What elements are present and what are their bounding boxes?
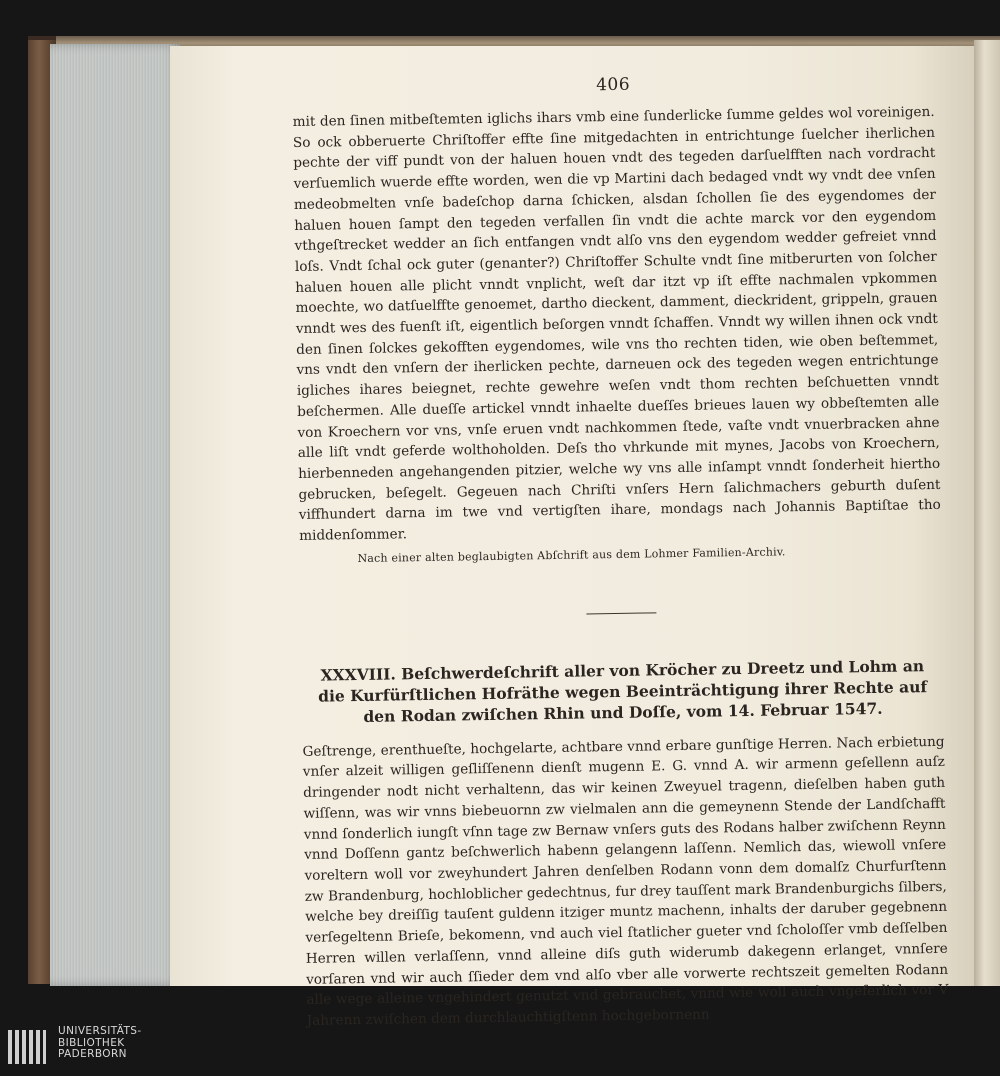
- library-emblem-icon: [6, 1026, 48, 1068]
- page-number: 406: [595, 74, 631, 96]
- library-name: [58, 1026, 142, 1061]
- document-heading: XXXVIII. Beſchwerdeſchrift aller von Kröcher zu Dreetz und Lohm an die Kurfürſtlichen Hofräthe wegen Beeinträchtigung ihrer Rechte auf den Rodan zwiſchen Rhin und Doſſe, vom 14. Februar 1547.: [318, 655, 928, 726]
- library-name-line1: UNIVERSITÄTS-: [58, 1025, 142, 1037]
- page-gutter: [974, 40, 1000, 986]
- page-text-block: [292, 70, 949, 1032]
- library-name-line3: PADERBORN: [58, 1048, 127, 1060]
- paragraph-document-xxxvii-end: mit den ſinen mitbeſtemten iglichs ihars vmb eine ſunderlicke ſumme geldes wol voreinigen. So ock obberuerte Chriſtoffer effte ſine mitgedachten in entrichtunge ſuelcher iherlichen pechte der viff pundt von der haluen houen vndt des tegeden darſuelfften nach vordracht verſuemlich wuerde effte worden, wen die vp Martini dach bedaged vndt wy vndt dee vnſen medeobmelten vnſe badeſchop darna ſchicken, alsdan ſchollen ſie des eygendomes der haluen houen ſampt den tegeden verfallen ſin vndt die achte marck vor den eygendom vthgeſtrecket wedder an ſich entfangen vndt alſo vns den eygendom wedder gefreiet vnnd loſs. Vndt ſchal ock guter (genanter?) Chriſtoffer Schulte vndt ſine mitberurten von ſolcher haluen houen alle plicht vnndt vnplicht, weſt dar itzt vp iſt effte nachmalen vpkommen moechte, wo datſuelffte genoemet, dartho dieckent, damment, dieckrident, grippeln, grauen vnndt wes des fuenſt iſt, eigentlich beſorgen vnndt ſchaffen. Vnndt wy willen ihnen ock vndt den ſinen ſolckes gekofften eygendomes, wile vns tho rechten tiden, wie oben beſtemmet, vns vndt den vnſern der iherlicken pechte, darneuen ock des tegeden wegen entrichtunge igliches ihares beiegnet, rechte gewehre weſen vndt thom rechten beſchuetten vnndt beſchermen. Alle dueſſe artickel vnndt inhaelte dueſſes brieues lauen wy obbeſtemten alle von Kroechern vor vns, vnſe eruen vndt nachkommen ſtede, vaſte vndt vnuerbracken ahne alle liſt vndt geferde wolthoholden. Deſs tho vhrkunde mit mynes, Jacobs von Kroechern, hierbenneden angehangenden pitzier, welche wy vns alle inſampt vnndt ſonderheit hiertho gebrucken, beſegelt. Gegeuen nach Chriſti vnſers Hern ſalichmachers geburth duſent viffhundert darna im twe vnd vertigſten ihare, mondags nach Johannis Baptiſtae tho middenſommer.: [292, 103, 941, 545]
- paragraph-document-xxxviii: Geſtrenge, erenthueſte, hochgelarte, achtbare vnnd erbare gunſtige Herren. Nach erbietung vnſer alzeit willigen geſliſſenenn dienſt mugenn E. G. vnnd A. wir armenn geſellenn auſz dringender nodt nicht verhaltenn, das wir keinen Zweyuel tragenn, dieſelben haben guth wiſſenn, was wir vnns biebeuornn zw vielmalen ann die gemeynenn Stende der Landſchafft vnnd ſonderlich iungſt vſnn tage zw Bernaw vnſers guts des Rodans halber zwiſchenn Reynn vnnd Doſſenn gantz beſchwerlich habenn gelangenn laſſenn. Nemlich das, wiewoll vnſere voreltern woll vor zweyhundert Jahren denſelben Rodann vonn dem domalſz Churfurſtenn zw Brandenburg, hochloblicher gedechtnus, fur drey tauſſent mark Brandenburgichs ſilbers, welche bey dreiſſig tauſent guldenn itziger muntz machenn, inhalts der daruber gegebnenn verſegeltenn Brieſe, bekomenn, vnd auch viel ſtatlicher gueter vnd ſcholoſſer vmb deſſelben Herren willen verlaſſenn, vnnd alleine diſs guth widerumb dakegenn erlanget, vnnſere vorſaren vnd wir auch ſſieder dem vnd alſo vber alle vorwerte rechtszeit gemelten Rodann alle wege alleine vngehindert genutzt vnd gebrauchet, vnnd wie woll auch vngeferlich vor V Jahrenn zwiſchen dem durchlauchtigſtenn hochgebornenn: [302, 733, 949, 1029]
- library-name-line2: BIBLIOTHEK: [58, 1036, 125, 1049]
- section-divider: [586, 612, 656, 614]
- page-edges: [50, 44, 180, 986]
- source-note: Nach einer alten beglaubigten Abſchrift aus dem Lohmer Familien-Archiv.: [357, 545, 786, 565]
- library-logo: [6, 1024, 206, 1074]
